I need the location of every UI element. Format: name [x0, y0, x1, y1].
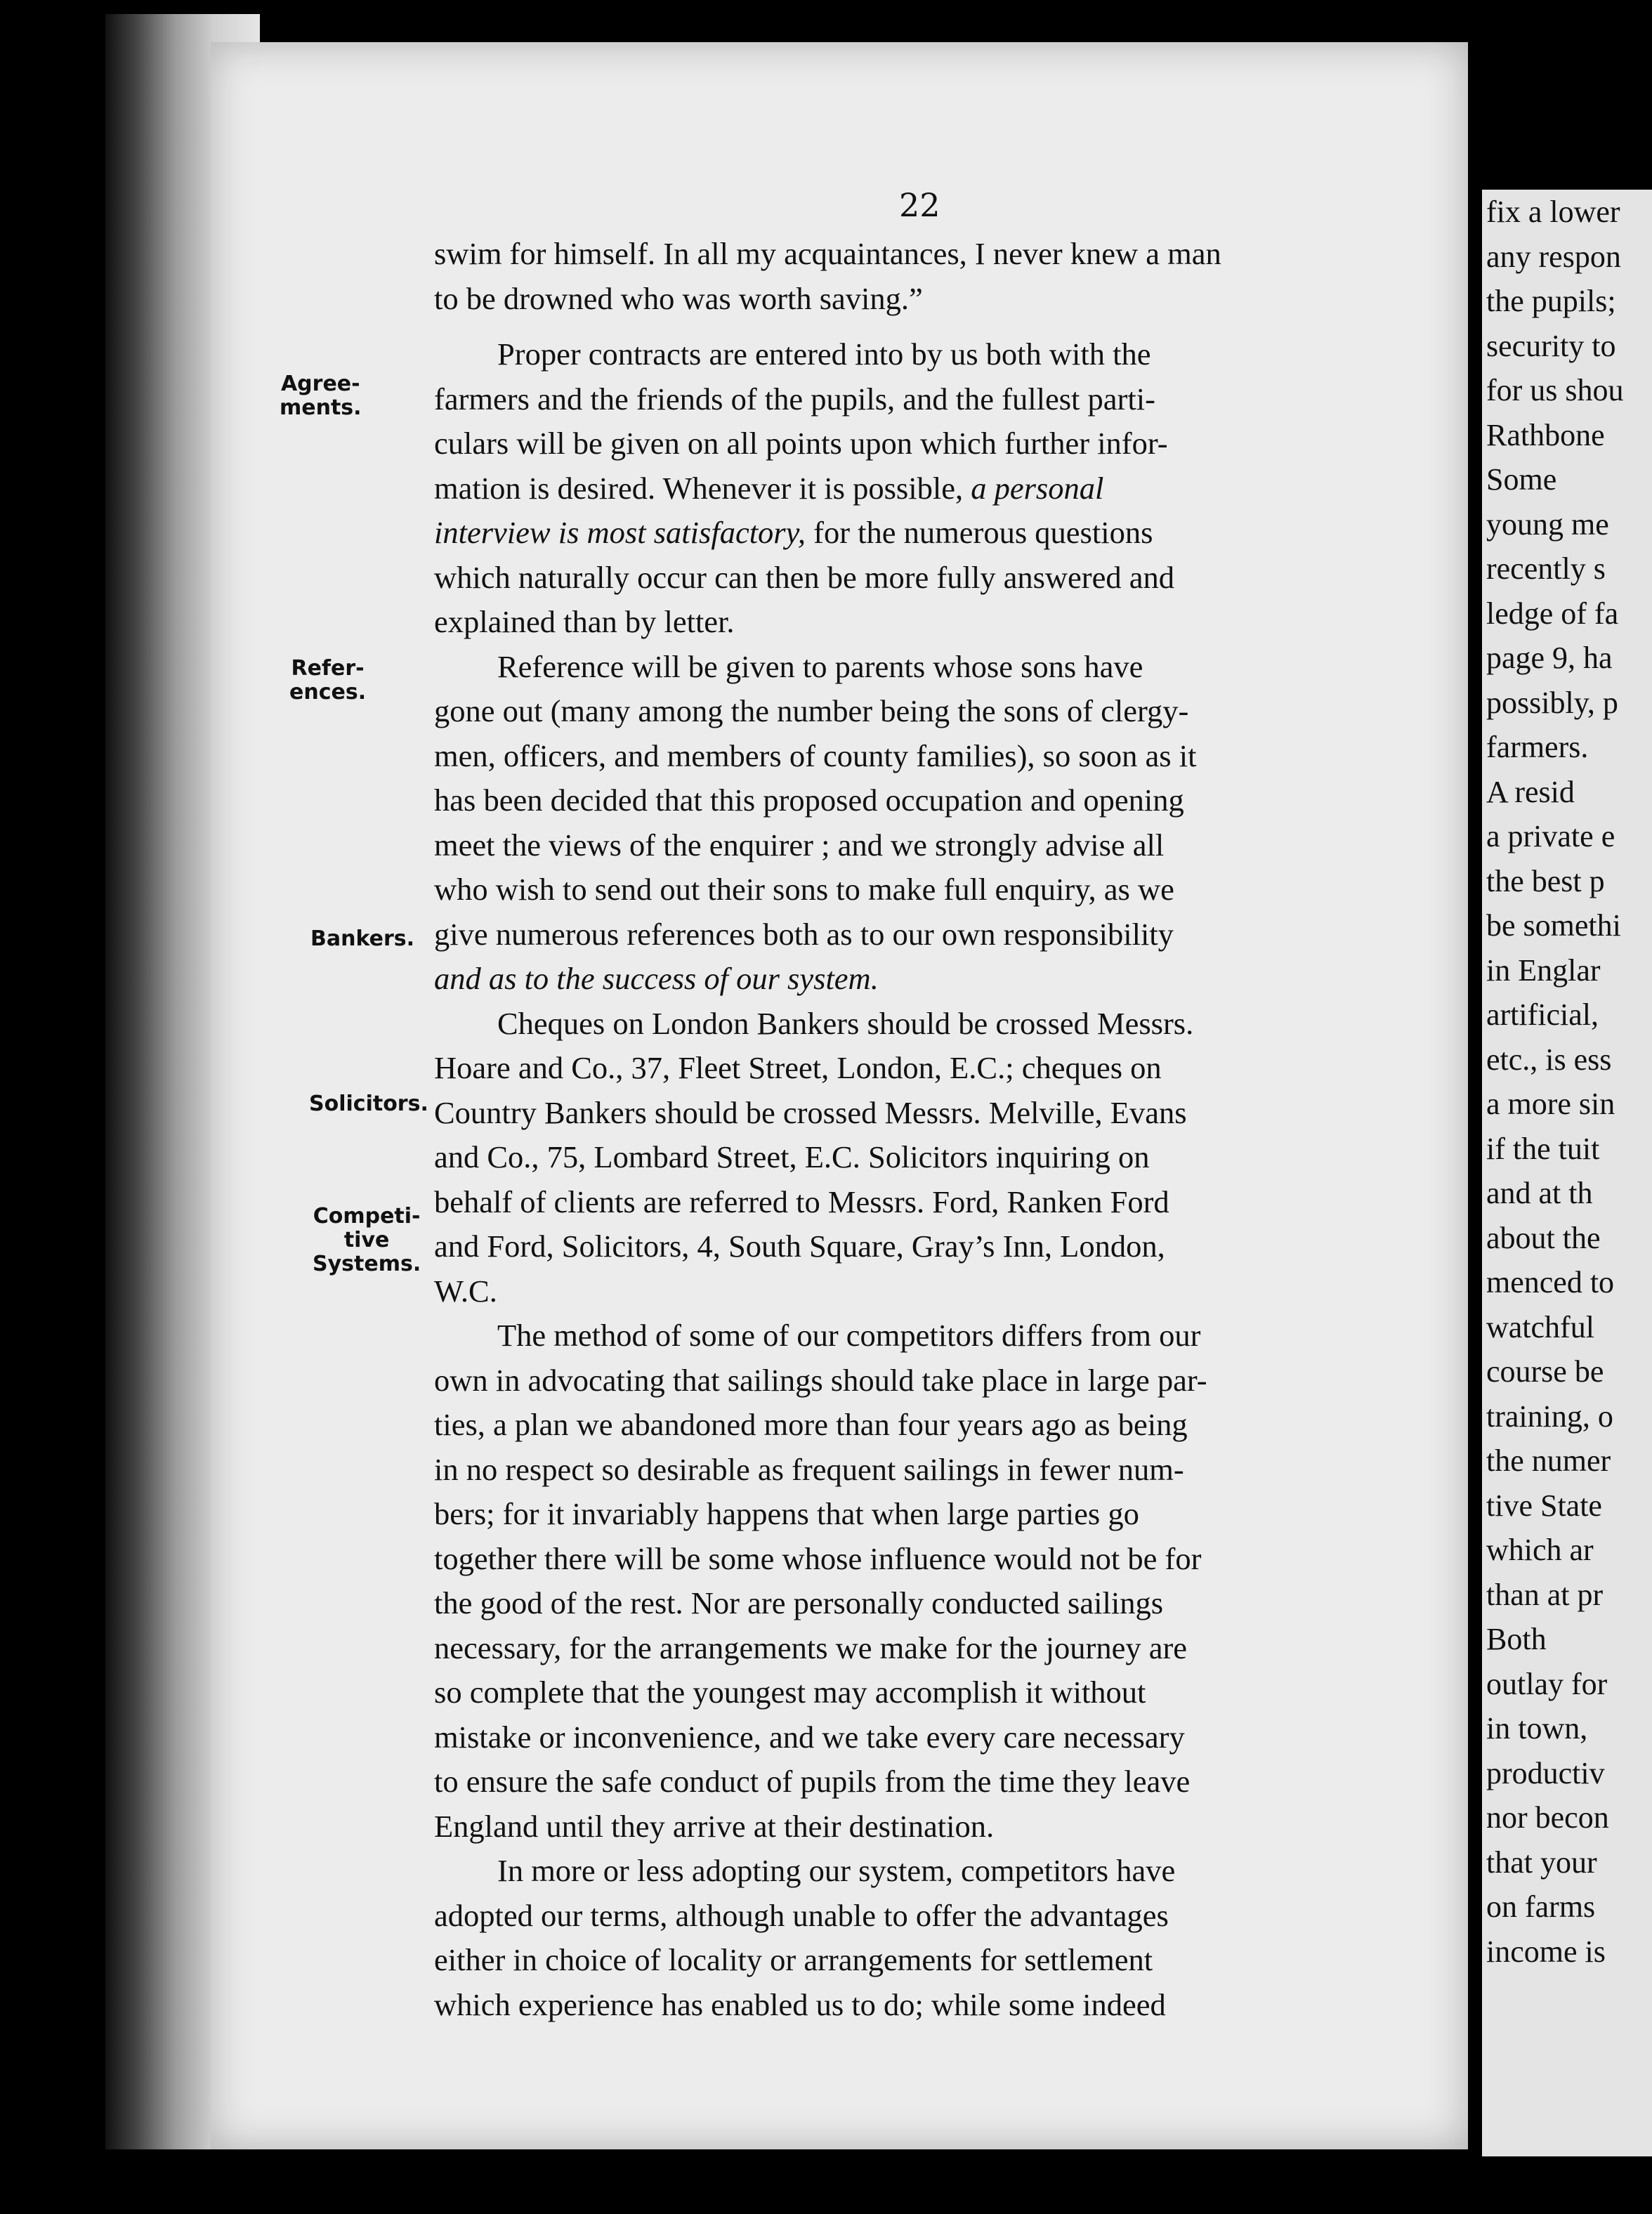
- text-line: who wish to send out their sons to make full enquiry, as we: [434, 872, 1174, 907]
- margin-note-line: Refer-: [291, 656, 365, 681]
- right-page-line: watchful: [1486, 1309, 1594, 1344]
- right-page-line: that your: [1486, 1845, 1597, 1880]
- right-page-line: a private e: [1486, 819, 1615, 853]
- right-page-line: etc., is ess: [1486, 1042, 1612, 1077]
- text-line: [434, 466, 1438, 511]
- right-page-line: in town,: [1486, 1711, 1588, 1745]
- text-line: own in advocating that sailings should take place in large par-: [434, 1362, 1207, 1398]
- margin-note-line: ences.: [289, 680, 367, 705]
- body-text: [434, 232, 1438, 2027]
- margin-note-line: Bankers.: [310, 926, 415, 951]
- margin-note-line: Solicitors.: [309, 1092, 428, 1116]
- text-line: Cheques on London Bankers should be crossed Messrs.: [497, 1005, 1194, 1041]
- right-page-line: productiv: [1486, 1755, 1605, 1790]
- right-page-line: tive State: [1486, 1488, 1602, 1523]
- margin-note-line: Competi-: [313, 1204, 421, 1229]
- margin-note-competitive: [313, 1205, 421, 1276]
- page-gutter: [1468, 0, 1482, 2214]
- right-page-line: menced to: [1486, 1265, 1615, 1299]
- text-line: explained than by letter.: [434, 604, 735, 639]
- right-page-line: page 9, ha: [1486, 641, 1613, 675]
- text-line: the good of the rest. Nor are personally conducted sailings: [434, 1585, 1164, 1620]
- text-line: which naturally occur can then be more fully answered and: [434, 559, 1174, 595]
- right-page: [1482, 190, 1652, 2156]
- text-line: The method of some of our competitors differs from our: [497, 1318, 1201, 1353]
- right-page-line: security to: [1486, 328, 1616, 363]
- right-page-line: be somethi: [1486, 908, 1621, 943]
- right-page-line: training, o: [1486, 1399, 1613, 1434]
- margin-note-solicitors: [309, 1092, 428, 1116]
- right-page-line: artificial,: [1486, 997, 1599, 1032]
- right-page-line: ledge of fa: [1486, 596, 1619, 631]
- right-page-line: young me: [1486, 506, 1609, 542]
- text-line: farmers and the friends of the pupils, and the fullest parti-: [434, 381, 1155, 417]
- right-page-line: Some: [1486, 462, 1557, 497]
- right-page-line: which ar: [1486, 1533, 1594, 1567]
- right-page-line: for us shou: [1486, 373, 1624, 407]
- text-line: together there will be some whose influence would not be for: [434, 1540, 1202, 1576]
- right-page-line: possibly, p: [1486, 685, 1618, 720]
- text-line: which experience has enabled us to do; while some indeed: [434, 1986, 1166, 2022]
- right-page-line: course be: [1486, 1354, 1604, 1389]
- margin-note-line: ments.: [280, 395, 362, 420]
- text-line: ties, a plan we abandoned more than four years ago as being: [434, 1407, 1188, 1442]
- text-line: and Co., 75, Lombard Street, E.C. Solicitors inquiring on: [434, 1139, 1150, 1174]
- page-number: 22: [899, 186, 940, 224]
- text-line: Proper contracts are entered into by us both with the: [497, 336, 1151, 372]
- text-line: and as to the success of our system.: [434, 961, 879, 996]
- text-line: adopted our terms, although unable to offer the advantages: [434, 1897, 1169, 1933]
- right-page-line: the numer: [1486, 1443, 1611, 1478]
- margin-note-line: Systems.: [313, 1252, 421, 1276]
- text-line: to be drowned who was worth saving.”: [434, 280, 923, 316]
- margin-note-references: [289, 657, 366, 705]
- right-page-line: Both: [1486, 1622, 1547, 1656]
- text-line: In more or less adopting our system, competitors have: [497, 1853, 1176, 1888]
- text-line: meet the views of the enquirer ; and we strongly advise all: [434, 827, 1165, 863]
- margin-note-agreements: [280, 372, 362, 420]
- right-page-line: if the tuit: [1486, 1131, 1600, 1166]
- right-page-line: farmers.: [1486, 730, 1589, 764]
- right-page-line: A resid: [1486, 774, 1575, 809]
- margin-note-line: Agree-: [280, 372, 360, 396]
- right-page-line: and at th: [1486, 1176, 1593, 1210]
- right-page-line: any respon: [1486, 239, 1621, 274]
- text-line: gone out (many among the number being the sons of clergy-: [434, 693, 1189, 728]
- right-page-line: nor becon: [1486, 1800, 1609, 1835]
- text-line: so complete that the youngest may accomplish it without: [434, 1675, 1146, 1710]
- right-page-line: the best p: [1486, 863, 1605, 898]
- text-line: Hoare and Co., 37, Fleet Street, London, E.C.; cheques on: [434, 1050, 1162, 1085]
- text-line: [434, 511, 1438, 556]
- margin-note-line: tive: [343, 1228, 390, 1252]
- right-page-line: recently s: [1486, 551, 1606, 586]
- text-line: culars will be given on all points upon which further infor-: [434, 426, 1168, 461]
- right-page-line: on farms: [1486, 1889, 1596, 1924]
- right-page-line: in Englar: [1486, 952, 1601, 988]
- italic-fragment: interview is most satisfactory,: [434, 515, 806, 550]
- text-line: behalf of clients are referred to Messrs. Ford, Ranken Ford: [434, 1184, 1169, 1219]
- right-page-line: outlay for: [1486, 1666, 1608, 1701]
- text-line: Reference will be given to parents whose sons have: [497, 648, 1143, 684]
- right-page-line: than at pr: [1486, 1577, 1604, 1612]
- text-line: bers; for it invariably happens that when large parties go: [434, 1496, 1139, 1531]
- text-line: necessary, for the arrangements we make for the journey are: [434, 1630, 1188, 1665]
- right-page-line: Rathbone: [1486, 417, 1605, 452]
- text-line: in no respect so desirable as frequent sailings in fewer num-: [434, 1451, 1184, 1487]
- text-line: England until they arrive at their destination.: [434, 1808, 995, 1844]
- right-page-line: about the: [1486, 1220, 1601, 1255]
- text-line: Country Bankers should be crossed Messrs. Melville, Evans: [434, 1094, 1187, 1130]
- text-line: and Ford, Solicitors, 4, South Square, Gray’s Inn, London,: [434, 1229, 1165, 1264]
- text-line: to ensure the safe conduct of pupils from the time they leave: [434, 1764, 1191, 1799]
- right-page-line: fix a lower: [1486, 195, 1620, 229]
- text-fragment: for the numerous questions: [806, 515, 1153, 550]
- right-page-line: a more sin: [1486, 1087, 1615, 1121]
- margin-note-bankers: [310, 927, 414, 951]
- text-line: W.C.: [434, 1273, 497, 1309]
- text-line: men, officers, and members of county families), so soon as it: [434, 738, 1197, 773]
- text-fragment: mation is desired. Whenever it is possible,: [434, 470, 964, 506]
- right-page-text: [1482, 190, 1652, 1974]
- text-line: has been decided that this proposed occupation and opening: [434, 782, 1184, 818]
- text-line: swim for himself. In all my acquaintances, I never knew a man: [434, 236, 1221, 271]
- right-page-line: income is: [1486, 1934, 1606, 1969]
- right-page-line: the pupils;: [1486, 284, 1616, 318]
- italic-fragment: a personal: [971, 470, 1104, 506]
- text-line: give numerous references both as to our own responsibility: [434, 916, 1174, 952]
- text-line: mistake or inconvenience, and we take every care necessary: [434, 1719, 1185, 1755]
- text-line: either in choice of locality or arrangements for settlement: [434, 1942, 1153, 1977]
